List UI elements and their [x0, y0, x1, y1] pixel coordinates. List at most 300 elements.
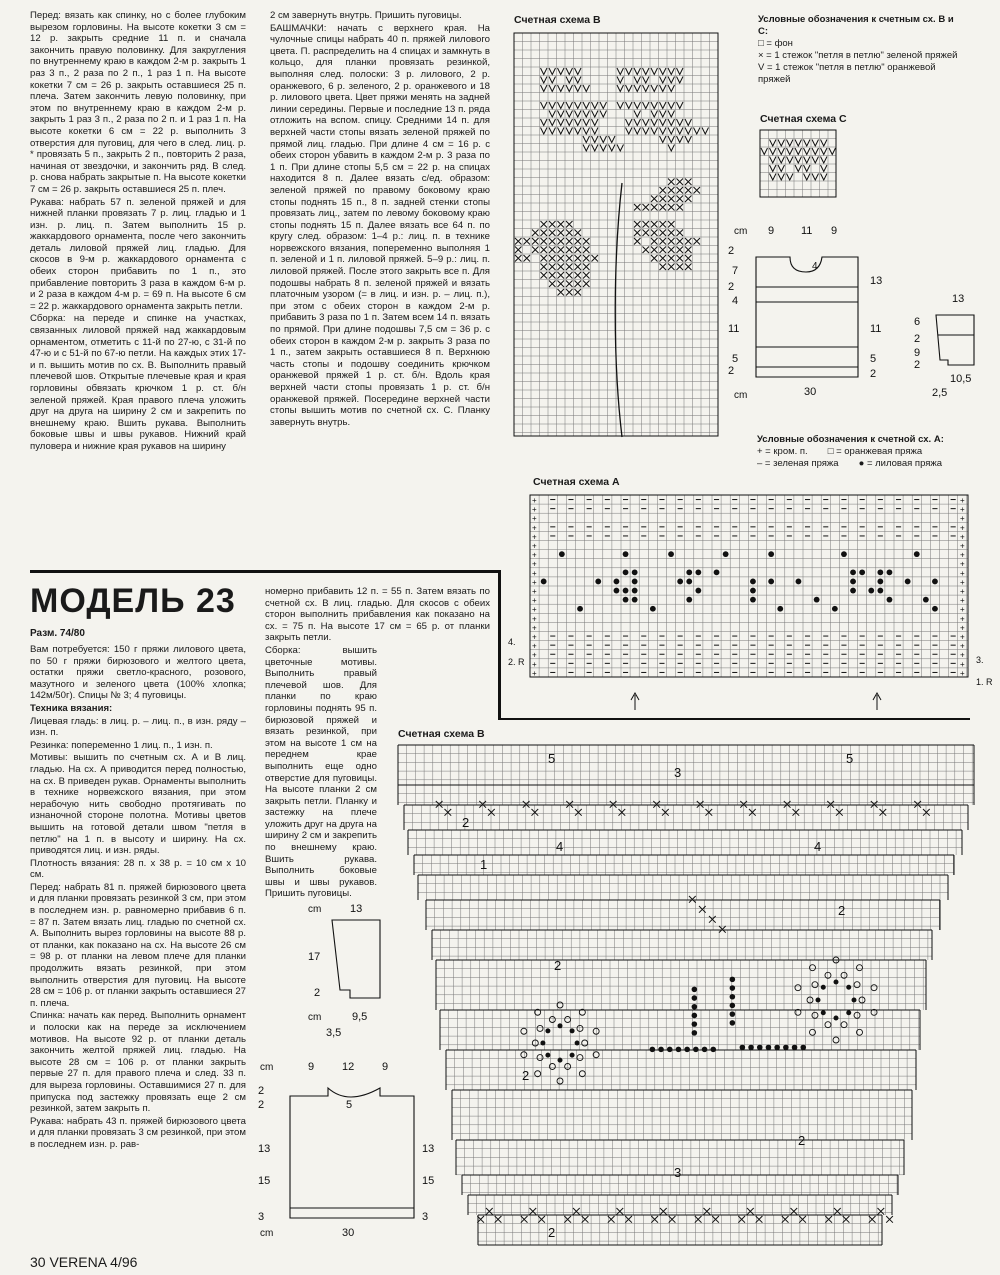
v-mark [549, 77, 556, 84]
edge-mark: + [532, 659, 537, 669]
dot-mark [730, 977, 736, 983]
neck-label: 4 [812, 261, 818, 272]
dot-mark [768, 579, 774, 585]
flower-mark [854, 1012, 860, 1018]
dot-mark [748, 1045, 754, 1051]
legend-item: – = зеленая пряжа [757, 458, 839, 469]
edge-mark: + [960, 623, 965, 633]
unit-label: cm [308, 1012, 322, 1023]
cross-mark [689, 896, 696, 903]
cross-mark [634, 204, 641, 211]
cross-mark [532, 809, 539, 816]
section-rule [30, 570, 500, 573]
page-footer: 30 VERENA 4/96 [30, 1254, 138, 1270]
v-mark [821, 157, 828, 164]
flower-mark [825, 1022, 831, 1028]
dot-mark [932, 579, 938, 585]
cross-mark [573, 1208, 580, 1215]
cross-mark [634, 230, 641, 237]
v-mark [787, 140, 794, 147]
v-mark [558, 85, 565, 92]
v-mark [617, 145, 624, 152]
dot-mark [577, 606, 583, 612]
cross-mark [677, 179, 684, 186]
dot-mark [730, 985, 736, 991]
cross-mark [668, 238, 675, 245]
cross-mark [530, 1208, 537, 1215]
grid-lines [514, 33, 718, 436]
v-mark [558, 102, 565, 109]
cross-mark [685, 255, 692, 262]
dot-mark [541, 579, 547, 585]
paragraph: Плотность вязания: 28 п. х 38 р. = 10 см х 10 см. [30, 857, 246, 881]
v-mark [795, 165, 802, 172]
v-mark [795, 157, 802, 164]
cross-mark [651, 204, 658, 211]
v-mark [778, 157, 785, 164]
cross-mark [558, 247, 565, 254]
v-mark [626, 68, 633, 75]
cross-mark [583, 247, 590, 254]
cross-mark [549, 255, 556, 262]
cross-mark [825, 1216, 832, 1223]
body-outline [756, 257, 858, 377]
cross-mark [669, 1216, 676, 1223]
v-mark [677, 102, 684, 109]
cross-mark [558, 238, 565, 245]
cross-mark [566, 221, 573, 228]
edge-mark: + [532, 523, 537, 533]
v-mark [778, 174, 785, 181]
v-mark [549, 128, 556, 135]
dim-label: 30 [804, 386, 817, 398]
cross-mark [515, 247, 522, 254]
cross-mark [709, 916, 716, 923]
cross-mark [712, 1216, 719, 1223]
v-mark [660, 68, 667, 75]
dot-mark [668, 551, 674, 557]
dot-mark [632, 569, 638, 575]
v-mark [829, 148, 836, 155]
size-label: Разм. 74/80 [30, 628, 85, 639]
v-mark [660, 85, 667, 92]
dot-mark [850, 569, 856, 575]
flower-mark [846, 985, 851, 990]
cross-mark [668, 247, 675, 254]
flower-mark [540, 1041, 545, 1046]
flower-mark [859, 997, 865, 1003]
flower-mark [570, 1053, 575, 1058]
flower-mark [549, 1017, 555, 1023]
edge-mark: + [960, 559, 965, 569]
dot-mark [695, 569, 701, 575]
cross-mark [668, 264, 675, 271]
flower-mark [521, 1052, 527, 1058]
cross-mark [685, 264, 692, 271]
cross-mark [738, 1216, 745, 1223]
edge-mark: + [960, 541, 965, 551]
v-mark [677, 68, 684, 75]
dot-mark [730, 994, 736, 1000]
v-mark [541, 119, 548, 126]
flower-mark [795, 985, 801, 991]
dim-label: 11 [870, 323, 882, 335]
dim-label: 3 [258, 1211, 265, 1223]
row-number: 5 [846, 751, 854, 766]
section-rule-vertical [498, 570, 501, 720]
row-label: 2. R [508, 657, 525, 667]
dot-mark [686, 579, 692, 585]
dot-mark [692, 1013, 698, 1019]
cross-mark [668, 221, 675, 228]
scheme-a-title: Счетная схема А [533, 476, 620, 488]
paragraph: Перед: вязать как спинку, но с более глубоким вырезом горловины. На высоте кокетки 3 см = 12 р. закрыть средние 11 п. и сначала закончить правую половинку. Для закругления по внутреннему краю в каждом 2-м р. закрыть 1 раз 3 п., 2 раза по 2 п., 1 раз 1 п. На высоте кокетки 7 см = 26 р. закрыть оставшиеся 25 п. плеча. Затем закончить левую половинку, при этом по внутреннему краю в каждом 2-м р. закрыть 1 раз 3 п., 2 раза по 2 п. и 1 раз 1 п. На высоте кокетки 6 см = 22 р. выполнить 3 отверстия для пуговиц, для чего в след. лиц. р. * провязать 5 п., закрыть 2 п., повторить 2 раза, начиная от звездочки, и закончить ряд. В след. р. снова набрать закрытые п. На высоте кокетки 7 см = 26 р. закрыть оставшиеся 25 п. плеч. [30, 10, 246, 195]
dim-label: 11 [801, 225, 813, 237]
edge-mark: + [532, 541, 537, 551]
flower-mark [577, 1025, 583, 1031]
cross-mark [706, 809, 713, 816]
sleeve-outline [936, 315, 974, 365]
flower-mark [809, 1029, 815, 1035]
v-mark [549, 119, 556, 126]
cross-mark [558, 272, 565, 279]
edge-mark: + [960, 532, 965, 542]
scheme-b-bottom-grid [398, 745, 978, 1250]
legend-title: Условные обозначения к счетным сх. В и С: [758, 14, 954, 37]
v-mark [660, 128, 667, 135]
v-mark [617, 102, 624, 109]
dim-label: 2 [314, 987, 321, 999]
dot-mark [783, 1045, 789, 1051]
paragraph: Перед: набрать 81 п. пряжей бирюзового цвета и для планки провязать резинкой 3 см, при этом в последнем изн. р. равномерно прибавив 6 п. = 87 п. Затем вязать лиц. гладью по счетной сх. А. Выполнить вырез горловины на высоте 88 р. от планки, как показано на сх. На высоте 26 см = 98 р. от планки на левом плече для планки продолжить вязать резинкой, при этом выполнить отверстия для пуговиц. На высоте 28 см = 106 р. от планки закрыть оставшиеся 27 п. плеча. [30, 881, 246, 1009]
dim-label: 2 [728, 281, 735, 293]
cross-mark [538, 1216, 545, 1223]
dim-label: 13 [258, 1143, 271, 1155]
paragraph: Рукава: набрать 43 п. пряжей бирюзового цвета и для планки провязать 3 см резинкой, при этом в последнем изн. р. рав- [30, 1115, 246, 1150]
flower-mark [833, 1037, 839, 1043]
v-mark [558, 111, 565, 118]
flower-mark [537, 1025, 543, 1031]
v-mark [617, 85, 624, 92]
paragraph: Сборка: вышить цветочные мотивы. Выполнить правый плечевой шов. Для планки по краю горловины поднять 95 п. бирюзовой пряжей и вязать резинкой, при этом на высоте 1 см на переднем крае выполнить еще одно отверстие для пуговицы. На высоте планки 2 см закрыть петли. Планку и застежку на плече уложить друг на друга на ширину 2 см и закрепить по внешнему краю. Вшить рукава. Выполнить боковые швы и швы рукавов. Пришить пуговицы. [265, 644, 377, 900]
v-mark [651, 119, 658, 126]
flower-mark [809, 965, 815, 971]
v-mark [583, 111, 590, 118]
cross-mark [677, 247, 684, 254]
v-mark [600, 136, 607, 143]
cross-mark [566, 289, 573, 296]
edge-mark: + [532, 650, 537, 660]
dim-label: 4 [732, 295, 739, 307]
cross-mark [651, 230, 658, 237]
cross-mark [549, 221, 556, 228]
v-mark [660, 111, 667, 118]
flower-mark [558, 1023, 563, 1028]
cross-mark [583, 238, 590, 245]
v-mark [609, 136, 616, 143]
v-mark [770, 148, 777, 155]
legend-item: V = 1 стежок "петля в петлю" оранжевой пряжей [758, 62, 936, 85]
v-mark [541, 77, 548, 84]
cross-mark [756, 1216, 763, 1223]
dot-mark [777, 606, 783, 612]
dot-mark [658, 1047, 664, 1053]
row-number: 3 [674, 1165, 682, 1180]
cross-mark [880, 809, 887, 816]
v-mark [804, 174, 811, 181]
row-number: 2 [554, 958, 562, 973]
v-mark [643, 85, 650, 92]
dot-mark [632, 588, 638, 594]
cross-mark [575, 809, 582, 816]
dim-label: 9 [831, 225, 838, 237]
v-mark [626, 85, 633, 92]
cross-mark [583, 264, 590, 271]
scheme-b-top-title: Счетная схема В [514, 14, 601, 26]
v-mark [651, 68, 658, 75]
dim-label: 9 [914, 347, 921, 359]
v-mark [600, 111, 607, 118]
v-mark [558, 119, 565, 126]
v-mark [668, 111, 675, 118]
v-mark [668, 77, 675, 84]
cross-mark [549, 281, 556, 288]
cross-mark [719, 926, 726, 933]
cross-mark [625, 1216, 632, 1223]
arrow-icon [873, 693, 881, 710]
cross-mark [564, 1216, 571, 1223]
cross-mark [541, 238, 548, 245]
scheme-c-title: Счетная схема С [760, 113, 847, 125]
v-mark [549, 111, 556, 118]
dot-mark [692, 1021, 698, 1027]
dot-mark [693, 1047, 699, 1053]
v-mark [643, 119, 650, 126]
cross-mark [869, 1216, 876, 1223]
row-number: 2 [798, 1133, 806, 1148]
cross-mark [694, 238, 701, 245]
v-mark [668, 68, 675, 75]
cross-mark [878, 1208, 885, 1215]
dim-label: 3,5 [326, 1027, 342, 1039]
v-mark [643, 128, 650, 135]
edge-mark: + [960, 514, 965, 524]
v-mark [804, 157, 811, 164]
scheme-a-grid [508, 495, 993, 690]
cross-mark [836, 809, 843, 816]
legend-item: □ = оранжевая пряжа [827, 446, 923, 457]
cross-mark [541, 272, 548, 279]
cross-mark [660, 238, 667, 245]
v-mark [634, 85, 641, 92]
cross-mark [668, 187, 675, 194]
edge-mark: + [960, 605, 965, 615]
cross-mark [668, 204, 675, 211]
edge-mark: + [532, 596, 537, 606]
cross-mark [677, 238, 684, 245]
unit-label: cm [260, 1228, 274, 1239]
dot-mark [667, 1047, 673, 1053]
v-mark [812, 140, 819, 147]
v-mark [770, 174, 777, 181]
dot-mark [877, 569, 883, 575]
edge-mark: + [960, 505, 965, 515]
v-mark [600, 145, 607, 152]
paragraph: Мотивы: вышить по счетным сх. А и В лиц. гладью. На сх. А приводится перед полностью, на сх. В приведен рукав. Орнаменты выполнить в технике норвежского вязания, при этом нерабочую нить свободно протягивать по изнаночной стороне полотна. Мотивы цветов вышить на готовой детали швом "петля в петлю" на 1 п. в высоту и ширину. На сх. приводятся лиц. и изн. ряды. [30, 752, 246, 857]
dot-mark [702, 1047, 708, 1053]
dot-mark [559, 551, 565, 557]
cross-mark [558, 264, 565, 271]
dot-mark [814, 597, 820, 603]
edge-mark: + [532, 568, 537, 578]
legend-a [757, 434, 987, 470]
v-mark [583, 119, 590, 126]
paragraph: 2 см завернуть внутрь. Пришить пуговицы. [270, 10, 462, 21]
row-number: 1 [480, 857, 488, 872]
v-mark [575, 85, 582, 92]
v-mark [821, 165, 828, 172]
v-mark [778, 148, 785, 155]
dot-mark [850, 588, 856, 594]
pattern-sleeve-bottom [300, 898, 410, 1048]
cross-mark [843, 1216, 850, 1223]
v-mark [592, 128, 599, 135]
dim-label: 2 [870, 368, 877, 380]
cross-mark [558, 281, 565, 288]
row-number: 3 [674, 765, 682, 780]
dim-label: 15 [422, 1175, 435, 1187]
dim-label: 17 [308, 951, 321, 963]
cross-mark [677, 230, 684, 237]
cross-mark [643, 247, 650, 254]
dot-mark [800, 1045, 806, 1051]
v-mark [761, 148, 768, 155]
cross-mark [541, 255, 548, 262]
v-mark [634, 111, 641, 118]
v-mark [558, 68, 565, 75]
pattern-top [728, 222, 888, 402]
v-mark [778, 165, 785, 172]
v-mark [583, 136, 590, 143]
cross-mark [668, 179, 675, 186]
row-number: 5 [548, 751, 556, 766]
v-mark [821, 174, 828, 181]
cross-mark [791, 1208, 798, 1215]
cross-mark [549, 264, 556, 271]
dot-mark [792, 1045, 798, 1051]
v-mark [634, 77, 641, 84]
v-mark [609, 145, 616, 152]
flower-mark [575, 1041, 580, 1046]
v-mark [685, 136, 692, 143]
v-mark [541, 85, 548, 92]
dot-mark [614, 579, 620, 585]
cross-mark [677, 204, 684, 211]
cross-mark [532, 230, 539, 237]
v-mark [787, 157, 794, 164]
flower-mark [582, 1040, 588, 1046]
cross-mark [532, 247, 539, 254]
dot-mark [623, 588, 629, 594]
cross-mark [558, 255, 565, 262]
paragraph: Вам потребуется: 150 г пряжи лилового цвета, по 50 г пряжи бирюзового и желтого цвета, остатки пряжи светло-красного, розового, мазутного и зеленого цвета (100% хлопка; 142м/50г). Спицы № 3; 4 пуговицы. [30, 644, 246, 702]
cross-mark [575, 289, 582, 296]
dot-mark [676, 1047, 682, 1053]
dot-mark [877, 579, 883, 585]
v-mark [702, 128, 709, 135]
dim-label: 7 [732, 265, 739, 277]
dot-mark [841, 551, 847, 557]
v-mark [812, 174, 819, 181]
cross-mark [515, 238, 522, 245]
v-mark [566, 111, 573, 118]
cross-mark [685, 247, 692, 254]
dim-label: 2,5 [932, 387, 948, 399]
dim-label: 6 [914, 316, 921, 328]
dot-mark [850, 579, 856, 585]
legend-item: + = кром. п. [757, 446, 808, 457]
edge-mark: + [532, 668, 537, 678]
legend-item: × = 1 стежок "петля в петлю" зеленой пряжей [758, 50, 958, 61]
v-mark [634, 102, 641, 109]
dot-mark [768, 551, 774, 557]
cross-mark [541, 247, 548, 254]
cross-mark [566, 255, 573, 262]
edge-mark: + [532, 614, 537, 624]
cross-mark [495, 1216, 502, 1223]
unit-label: cm [734, 226, 748, 237]
row-number: 4 [814, 839, 822, 854]
cross-mark [566, 272, 573, 279]
cross-mark [575, 272, 582, 279]
v-mark [583, 128, 590, 135]
cross-mark [575, 281, 582, 288]
cross-mark [445, 809, 452, 816]
dim-label: 2 [914, 333, 921, 345]
row-number: 2 [548, 1225, 556, 1240]
edge-mark: + [960, 550, 965, 560]
dim-label: 2 [258, 1099, 265, 1111]
dot-mark [595, 579, 601, 585]
v-mark [643, 77, 650, 84]
v-mark [804, 165, 811, 172]
cross-mark [558, 289, 565, 296]
edge-mark: + [532, 587, 537, 596]
dim-label: 13 [350, 903, 363, 915]
flower-mark [521, 1028, 527, 1034]
cross-mark [660, 1208, 667, 1215]
paragraph: Спинка: начать как перед. Выполнить орнамент и полоски как на переде за исключением мотивов. На высоте 92 р. от планки деталь закончить желтой пряжей лиц. гладью. На высоте 28 см = 106 р. от планки закрыть первые 27 п. для правого плеча и след. 33 п. для выреза горловины. Оставшимися 27 п. для припуска под застежку провязать еще 2 см резинкой, затем закрыть п. [30, 1010, 246, 1115]
v-mark [575, 111, 582, 118]
cross-mark [634, 238, 641, 245]
dot-mark [692, 995, 698, 1001]
cross-mark [677, 187, 684, 194]
cross-mark [541, 230, 548, 237]
cross-mark [643, 204, 650, 211]
dot-mark [877, 588, 883, 594]
v-mark [677, 119, 684, 126]
unit-label: cm [308, 904, 322, 915]
v-mark [651, 85, 658, 92]
cross-mark [923, 809, 930, 816]
cross-mark [524, 255, 531, 262]
v-mark [566, 77, 573, 84]
dot-mark [750, 597, 756, 603]
flower-mark [565, 1017, 571, 1023]
v-mark [770, 165, 777, 172]
v-mark [821, 140, 828, 147]
dim-label: 13 [952, 293, 965, 305]
